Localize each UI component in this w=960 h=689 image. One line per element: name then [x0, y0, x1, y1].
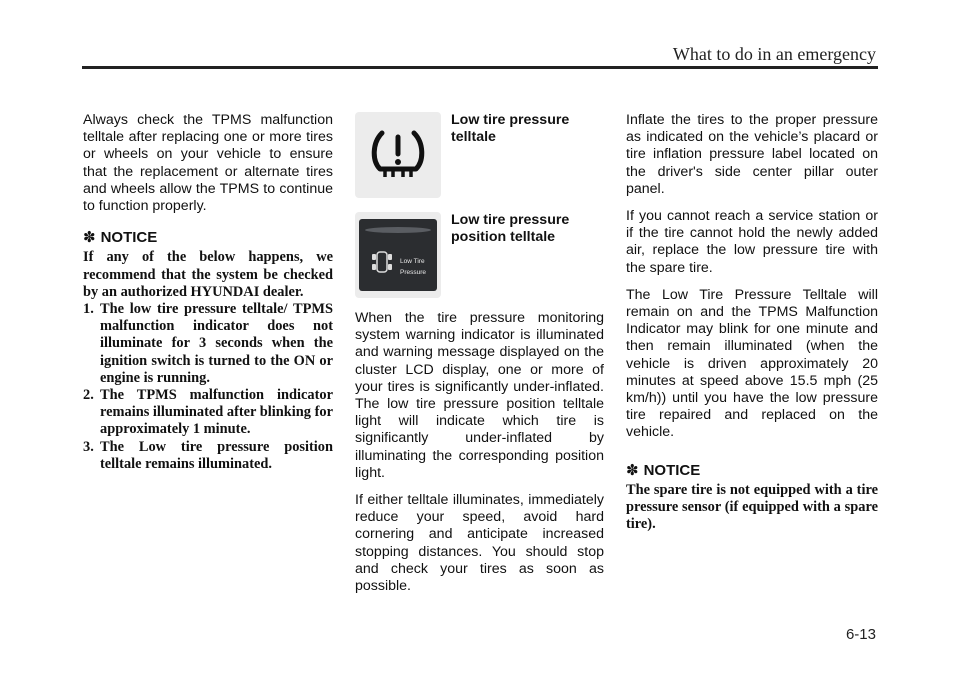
list-item-text: The Low tire pressure position telltale remains illuminated. — [100, 438, 333, 472]
telltale-label-line: telltale — [451, 129, 496, 146]
column-middle — [355, 112, 604, 605]
telltale-duration-paragraph: The Low Tire Pressure Telltale will remain on and the TPMS Malfunction Indicator may blink for one minute and then remain illuminated (when the vehicle is driven approximately 20 minutes at speed above 15.5 mph (25 km/h)) until you have the low pressure tire repaired and replaced on the vehicle. — [626, 286, 878, 441]
spare-paragraph: If you cannot reach a service station or if the tire cannot hold the newly added air, replace the low pressure tire with the spare tire. — [626, 208, 878, 276]
list-item-text: The low tire pressure telltale/ TPMS malfunction indicator does not illuminate for 3 seconds when the ignition switch is turned to the ON or engine is running. — [100, 301, 333, 386]
list-item — [83, 439, 333, 473]
page-number: 6-13 — [845, 626, 876, 643]
tire-position-cluster-icon — [355, 212, 441, 298]
notice-body — [83, 249, 333, 473]
notice-title: NOTICE — [643, 461, 701, 479]
telltale-row-low-pressure — [355, 112, 604, 198]
notice-mark-icon: ✽ — [626, 461, 639, 479]
inflate-paragraph: Inflate the tires to the proper pressure as indicated on the vehicle’s placard or tire inflation pressure label located on the driver's side center pillar outer panel. — [626, 112, 878, 197]
list-item-number: 3. — [83, 438, 94, 455]
notice-heading — [626, 462, 878, 479]
list-item-text: The TPMS malfunction indicator remains illuminated after blinking for approximately 1 minute. — [100, 387, 333, 438]
telltale-label-line: position telltale — [451, 229, 556, 246]
notice-lead: If any of the below happens, we recommend that the system be checked by an authorized HYUNDAI dealer. — [83, 249, 333, 300]
cluster-display — [359, 219, 437, 291]
list-item — [83, 387, 333, 439]
cluster-text: Low Tire — [400, 258, 425, 265]
column-right — [626, 112, 878, 533]
cluster-text: Pressure — [400, 269, 427, 276]
tire-pressure-warning-icon — [355, 112, 441, 198]
telltale-label-line: Low tire pressure — [451, 112, 570, 128]
column-left — [83, 112, 333, 473]
warning-paragraph: When the tire pressure monitoring system warning indicator is illuminated and warning message displayed on the cluster LCD display, one or more of your tires is significantly under-inflated. The low tire pressure position telltale light will indicate which tire is significantly under-inflated by illuminating the corresponding position light. — [355, 310, 604, 481]
list-item-number: 2. — [83, 387, 94, 404]
header-divider — [82, 66, 878, 69]
list-item — [83, 301, 333, 387]
intro-paragraph: Always check the TPMS malfunction telltale after replacing one or more tires or wheels on your vehicle to ensure that the replacement or alternate tires and wheels allow the TPMS to continue to function properly. — [83, 112, 333, 215]
telltale-label-line: Low tire pressure — [451, 212, 570, 228]
car-outline-icon — [369, 249, 395, 275]
telltale-label-low-pressure — [451, 112, 569, 146]
telltale-row-position — [355, 212, 604, 298]
cluster-glow — [365, 227, 431, 233]
notice-heading — [83, 229, 333, 246]
section-title: What to do in an emergency — [672, 44, 876, 64]
notice-mark-icon: ✽ — [83, 229, 96, 247]
action-paragraph: If either telltale illuminates, immediately reduce your speed, avoid hard cornering and anticipate increased stopping distances. You should stop and check your tires as soon as possible. — [355, 492, 604, 595]
telltale-label-position — [451, 212, 569, 246]
notice-body: The spare tire is not equipped with a tire pressure sensor (if equipped with a spare tire). — [626, 481, 878, 533]
notice-title: NOTICE — [100, 229, 158, 247]
list-item-number: 1. — [83, 301, 94, 318]
notice-list — [83, 301, 333, 473]
